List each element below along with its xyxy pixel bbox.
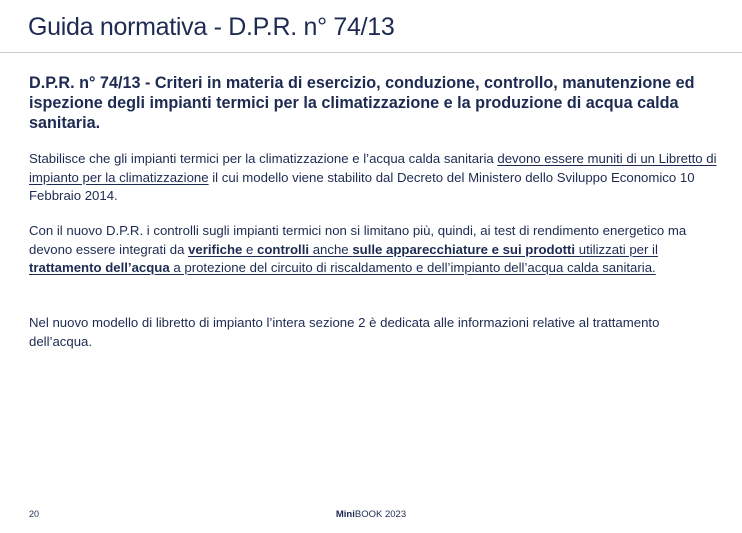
section-heading: D.P.R. n° 74/13 - Criteri in materia di esercizio, conduzione, controllo, manutenzione ed ispezione degli impianti termici per la climatizzazione e la produzione di acqua calda sanitaria. xyxy=(29,74,695,132)
paragraph-sezione-2: Nel nuovo modello di libretto di impianto l’intera sezione 2 è dedicata alle informazioni relative al trattamento dell’acqua. xyxy=(29,315,660,349)
paragraph-text: Stabilisce che gli impianti termici per la climatizzazione e l’acqua calda sanitaria xyxy=(29,151,498,166)
underlined-text: devono essere muniti di un Libretto di impianto per la climatizzazione xyxy=(29,151,717,185)
bold-text-verifiche: verifiche xyxy=(188,241,243,257)
paragraph-libretto xyxy=(29,150,719,206)
paragraph-text: Con il nuovo D.P.R. i controlli sugli impianti termici non si limitano più, quindi, ai test di rendimento energetico ma devono essere integrati da xyxy=(29,223,687,257)
bold-text-controlli: controlli xyxy=(257,241,310,257)
footer-brand xyxy=(0,509,742,520)
title-divider xyxy=(0,52,742,53)
bold-text-apparecchiature: sulle apparecchiature e sui prodotti xyxy=(352,241,576,257)
paragraph-text: anche xyxy=(309,241,353,257)
brand-book-year: BOOK 2023 xyxy=(354,509,407,520)
paragraph-text: e xyxy=(242,241,258,257)
paragraph-text: il cui modello viene stabilito dal Decreto del Ministero dello Sviluppo Economico 10 Febbraio 2014. xyxy=(29,169,695,203)
page-title: Guida normativa - D.P.R. n° 74/13 xyxy=(28,13,395,41)
brand-mini: Mini xyxy=(335,509,355,520)
bold-text-trattamento: trattamento dell’acqua xyxy=(29,260,170,275)
paragraph-text: utilizzati per il xyxy=(575,241,658,257)
page-number: 20 xyxy=(29,509,40,519)
paragraph-text: a protezione del circuito di riscaldamento e dell’impianto dell’acqua calda sanitaria. xyxy=(169,260,656,275)
paragraph-controlli xyxy=(29,222,719,278)
